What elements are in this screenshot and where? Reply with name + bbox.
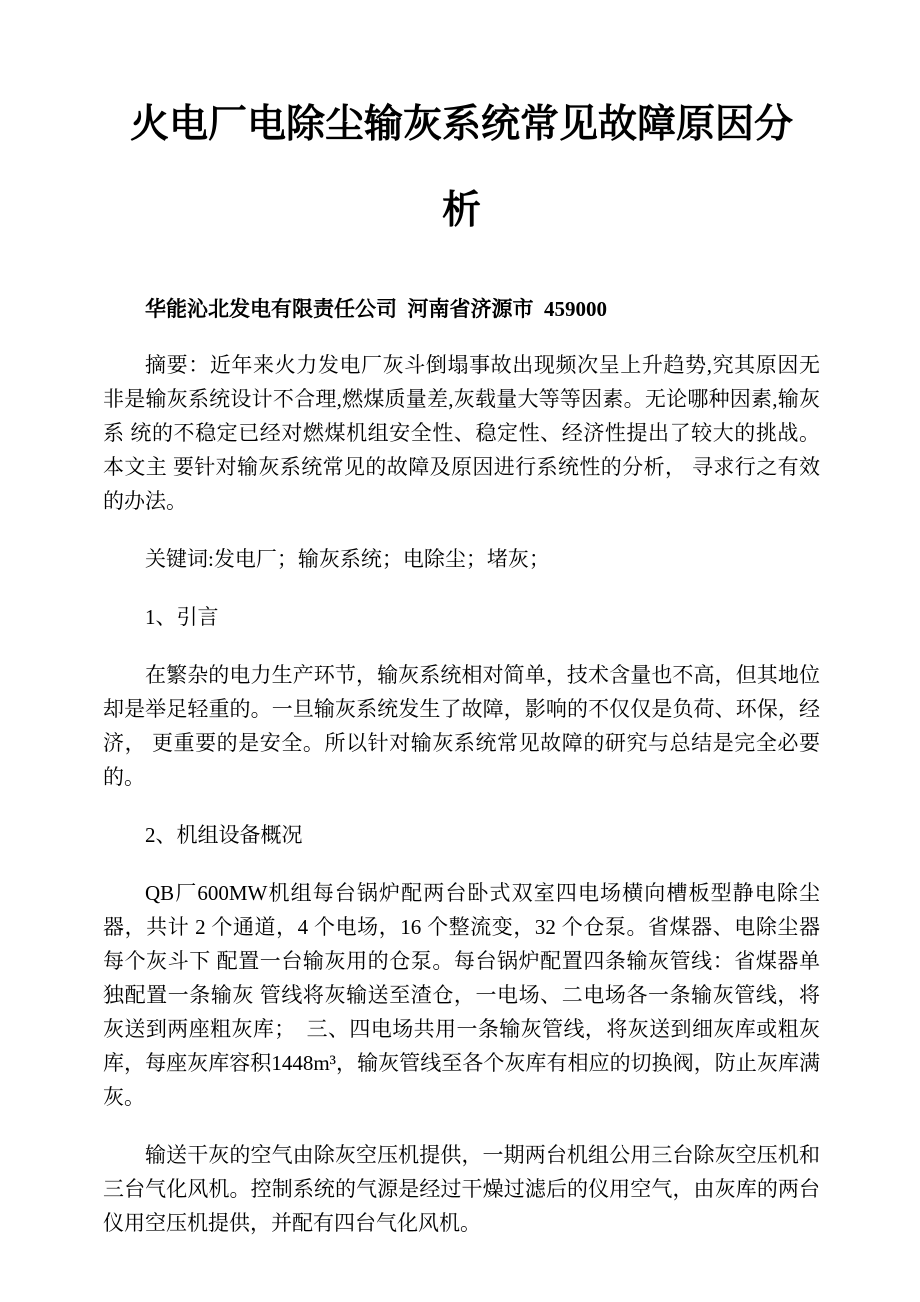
equipment-overview-paragraph-2: 输送干灰的空气由除灰空压机提供，一期两台机组公用三台除灰空压机和三台气化风机。控制系统的气源是经过干燥过滤后的仪用空气，由灰库的两台仪用空压机提供，并配有四台气化风机。 bbox=[103, 1143, 820, 1235]
document-title: 火电厂电除尘输灰系统常见故障原因分析 bbox=[129, 103, 793, 232]
section-heading-equipment-overview: 2、机组设备概况 bbox=[145, 823, 303, 847]
affiliation-line: 华能沁北发电有限责任公司 河南省济源市 459000 bbox=[145, 297, 607, 321]
keywords-line: 关键词:发电厂；输灰系统；电除尘；堵灰； bbox=[145, 547, 550, 571]
section-heading-introduction: 1、引言 bbox=[145, 605, 219, 629]
equipment-overview-paragraph-1: QB厂600MW机组每台锅炉配两台卧式双室四电场横向槽板型静电除尘器，共计 2 个通道，4 个电场，16 个整流变，32 个仓泵。省煤器、电除尘器每个灰斗下 配置一台输灰用的仓泵。每台锅炉配置四条输灰管线：省煤器单独配置一条输灰 管线将灰输送至渣仓，一电场、二电场各一条输灰管线，将灰送到两座粗灰库； 三、四电场共用一条输灰管线，将灰送到细灰库或粗灰库，每座灰库容积1448m³，输灰管线至各个灰库有相应的切换阀，防止灰库满灰。 bbox=[103, 881, 820, 1109]
abstract-paragraph: 摘要：近年来火力发电厂灰斗倒塌事故出现频次呈上升趋势,究其原因无非是输灰系统设计不合理,燃煤质量差,灰载量大等等因素。无论哪种因素,输灰系 统的不稳定已经对燃煤机组安全性、稳定性、经济性提出了较大的挑战。本文主 要针对输灰系统常见的故障及原因进行系统性的分析， 寻求行之有效的办法。 bbox=[103, 353, 820, 513]
introduction-paragraph: 在繁杂的电力生产环节，输灰系统相对简单，技术含量也不高，但其地位却是举足轻重的。一旦输灰系统发生了故障，影响的不仅仅是负荷、环保，经济， 更重要的是安全。所以针对输灰系统常见故障的研究与总结是完全必要的。 bbox=[103, 663, 820, 789]
